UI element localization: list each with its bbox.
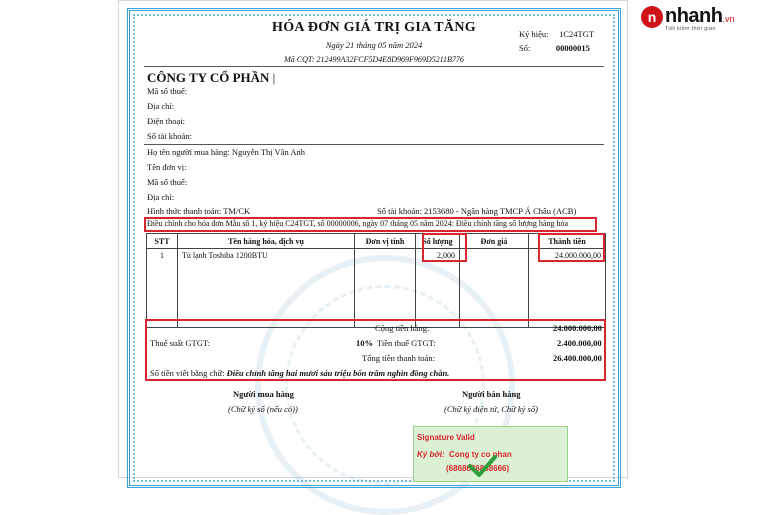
col-amount: Thành tiền xyxy=(529,234,606,249)
checkmark-icon xyxy=(467,454,497,478)
seller-phone: Điện thoại: xyxy=(147,116,186,126)
invoice-kyhieu: Ký hiệu: 1C24TGT xyxy=(519,29,595,39)
table-header xyxy=(147,234,606,249)
in-words: Số tiền viết bằng chữ: Điều chỉnh tăng hai mươi sáu triệu bốn trăm nghìn đồng chẵn. xyxy=(150,368,450,378)
vat-rate-label: Thuế suất GTGT: xyxy=(150,338,211,348)
seller-sign-note: (Chữ ký điện tử, Chữ ký số) xyxy=(444,404,538,414)
bank-account: Số tài khoản: 2153680 - Ngân hàng TMCP Á Châu (ACB) xyxy=(377,206,577,216)
divider xyxy=(144,144,604,145)
table-row: 1 Tủ lạnh Toshiba 1200BTU 2,000 24.000.000,00 xyxy=(147,249,606,263)
buyer-sign-note: (Chữ ký số (nếu có)) xyxy=(228,404,298,414)
invoice-number: Số: 00000015 xyxy=(519,43,590,53)
seller-account: Số tài khoản: xyxy=(147,131,192,141)
invoice-title: HÓA ĐƠN GIÁ TRỊ GIA TĂNG xyxy=(272,20,476,35)
logo-brand: nhanh xyxy=(665,5,723,27)
qty-highlight xyxy=(422,233,467,262)
vat-amount-label: Tiền thuế GTGT: xyxy=(377,338,436,348)
logo-domain: .vn xyxy=(722,14,735,24)
payment-method: Hình thức thanh toán: TM/CK xyxy=(147,206,251,216)
seller-tax: Mã số thuế: xyxy=(147,86,188,96)
nhanh-logo xyxy=(641,6,753,32)
items-table xyxy=(146,233,606,328)
seller-company: CÔNG TY CỔ PHẦN | xyxy=(147,70,276,85)
invoice-mcqt: Mã CQT: 212499A32FCF5D4E8D969F969D5211B776 xyxy=(284,55,464,64)
logo-tagline: Tiết kiệm thời gian xyxy=(665,26,716,32)
vat-rate-value: 10% xyxy=(356,338,373,348)
signature-valid: Signature Valid xyxy=(417,433,475,442)
seller-address: Địa chỉ: xyxy=(147,101,175,111)
amount-highlight xyxy=(538,233,605,262)
subtotal-value: 24.000.000,00 xyxy=(553,323,602,333)
signed-phone: (6868686868666) xyxy=(446,464,510,473)
col-unit: Đơn vị tính xyxy=(355,234,416,249)
buyer-unit: Tên đơn vị: xyxy=(147,162,187,172)
total-value: 26.400.000,00 xyxy=(553,353,602,363)
table-row-empty xyxy=(147,275,606,288)
divider xyxy=(144,66,604,67)
subtotal-label: Cộng tiền hàng: xyxy=(375,323,430,333)
buyer-name: Họ tên người mua hàng: Nguyễn Thị Vân Anh xyxy=(147,147,305,157)
vat-amount-value: 2.400.000,00 xyxy=(557,338,602,348)
signed-by: Ký bởi: Cong ty co phan xyxy=(417,450,512,459)
logo-mark-icon: n xyxy=(641,6,663,28)
buyer-tax: Mã số thuế: xyxy=(147,177,188,187)
col-name: Tên hàng hóa, dịch vụ xyxy=(178,234,355,249)
col-price: Đơn giá xyxy=(460,234,529,249)
col-stt: STT xyxy=(147,234,178,249)
table-row-empty xyxy=(147,301,606,314)
total-label: Tổng tiền thanh toán: xyxy=(362,353,435,363)
table-row-empty xyxy=(147,262,606,275)
table-row-empty xyxy=(147,288,606,301)
adjust-note: Điều chỉnh cho hóa đơn Mẫu số 1, ký hiệu C24TGT, số 00000006, ngày 07 tháng 05 năm 2024: Điều chỉnh tăng số lượng hàng hóa xyxy=(147,219,569,228)
col-qty: Số lượng xyxy=(416,234,460,249)
buyer-address: Địa chỉ: xyxy=(147,192,175,202)
buyer-sign-title: Người mua hàng xyxy=(233,389,294,399)
invoice-date: Ngày 21 tháng 05 năm 2024 xyxy=(325,40,423,50)
seller-sign-title: Người bán hàng xyxy=(462,389,521,399)
